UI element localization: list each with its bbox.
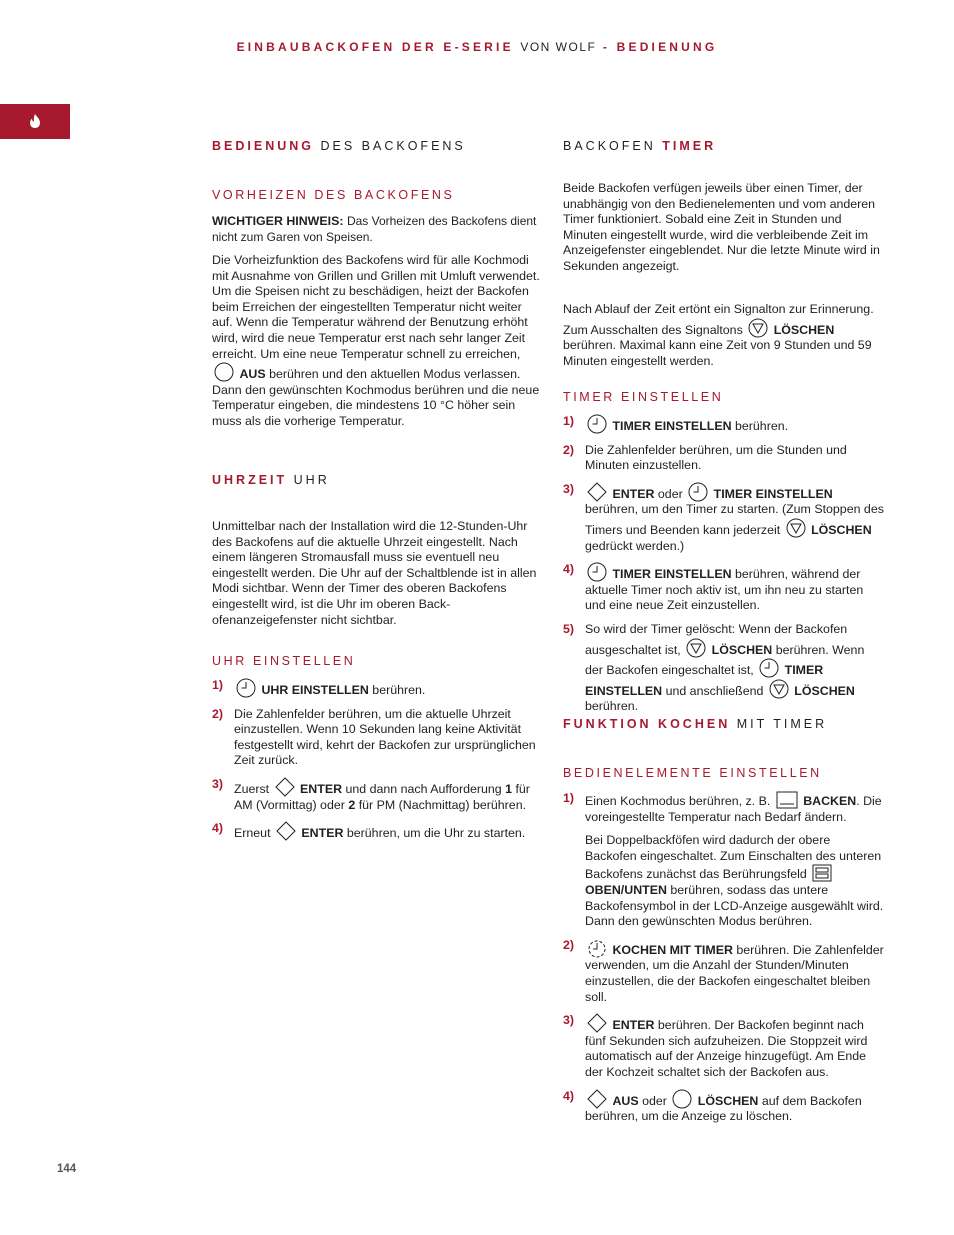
section-title-timer: BACKOFEN TIMER — [563, 139, 717, 153]
clock-icon — [587, 414, 607, 434]
timer-paragraph-1: Beide Backofen verfügen jeweils über einen Timer, der unabhängig von den Bedienelementen und vom anderen Timer funktioniert. Sobald eine Zeit in Stunden und Minuten eingestellt wurde, wird die verbleibende Zeit im Anzeigefenster eingeblendet. Nur die letzte Minute wird in Sekunden angezeigt. — [563, 181, 880, 273]
triangle-down-icon — [769, 679, 789, 699]
section-tab — [0, 104, 70, 139]
uhr-steps — [212, 678, 540, 850]
circle-icon — [214, 362, 234, 382]
subtitle-timer-einstellen: TIMER EINSTELLEN — [563, 390, 724, 404]
diamond-icon — [587, 1089, 607, 1109]
subtitle-vorheizen: VORHEIZEN DES BACKOFENS — [212, 188, 455, 202]
subtitle-uhr-einstellen: UHR EINSTELLEN — [212, 654, 356, 668]
list-item: 3) ENTER berühren. Der Backofen beginnt nach fünf Sekunden sich aufzuheizen. Die Stoppzeit wird automatisch auf der Anzeige hinzugefügt. Am Ende der Kochzeit schaltet sich der Backofen aus. — [563, 1013, 868, 1079]
kochen-steps — [563, 791, 885, 1133]
section-title-funktion-kochen: FUNKTION KOCHEN MIT TIMER — [563, 717, 828, 731]
timer-paragraph-2: Nach Ablauf der Zeit ertönt ein Signalton zur Erinnerung. Zum Ausschalten des Signaltons LÖSCHEN berühren. Maximal kann eine Zeit von 9 Stunden und 59 Minuten eingestellt werden. — [563, 302, 874, 368]
uhr-paragraph: Unmittelbar nach der Installation wird die 12-Stunden-Uhr des Backofens auf die aktuelle Uhrzeit eingestellt. Nach einem längeren Stromausfall muss sie eventuell neu eingestellt werden. Die Uhr auf der Schaltblende ist in allen Modi sichtbar. Wenn der Timer des oberen Backofens eingestellt wird, ist die Uhr im oberen Backofenanzeigefenster nicht sichtbar. — [212, 519, 537, 627]
clock-icon — [688, 482, 708, 502]
list-item: 5) So wird der Timer gelöscht: Wenn der Backofen ausgeschaltet ist, LÖSCHEN berühren. Wenn der Backofen eingeschaltet ist, TIMER EINSTELLEN und anschließend LÖSCHEN berühren. — [563, 621, 865, 714]
rect-icon — [776, 791, 798, 809]
triangle-down-icon — [686, 638, 706, 658]
section-title-uhrzeit: UHRZEIT UHR — [212, 473, 330, 487]
diamond-icon — [587, 1013, 607, 1033]
hinweis-paragraph: WICHTIGER HINWEIS: Das Vorheizen des Backofens dient nicht zum Garen von Speisen. — [212, 214, 537, 244]
list-item: 1) TIMER EINSTELLEN berühren. — [563, 414, 789, 433]
double-rect-icon — [812, 864, 832, 882]
diamond-icon — [276, 821, 296, 841]
page-header: EINBAUBACKOFEN DER E-SERIE VON WOLF - BEDIENUNG — [236, 40, 718, 54]
list-item: 1) Einen Kochmodus berühren, z. B. BACKEN. Die voreingestellte Temperatur nach Bedarf ändern. Bei Doppelbackföfen wird dadurch der obere Backofen eingeschaltet. Zum Einschalten des unteren Backofens zunächst das Berührungsfeld OBEN/UNTEN berühren, sodass das untere Backofensymbol in der LCD-Anzeige ausgewählt wird. Dann den gewünschten Modus berühren. — [563, 791, 884, 929]
page-number: 144 — [57, 1163, 77, 1175]
list-item: 4) AUS oder LÖSCHEN auf dem Backofen berühren, um die Anzeige zu löschen. — [563, 1088, 862, 1124]
clock-plus-icon — [587, 938, 607, 958]
list-item: 4) Erneut ENTER berühren, um die Uhr zu starten. — [212, 821, 526, 841]
diamond-icon — [275, 777, 295, 797]
vorheiz-paragraph: Die Vorheizfunktion des Backofens wird für alle Kochmodi mit Ausnahme von Grillen und Grillen mit Umluft verwendet. Um die Speisen nicht zu beschädigen, heizt der Backofen beim Erreichen der eingestellten Temperatur nicht weiter auf. Wenn die Temperatur während der Benutzung erhöht wird, wird die neue Temperatur erst nach sehr langer Zeit erreicht. Um eine neue Temperatur schnell zu erreichen, AUS berühren und den aktuellen Modus verlassen. Dann den gewünschten Kochmodus berühren und die neue Temperatur eingeben, die mindestens 10 °C höher sein muss als die vorherige Temperatur. — [212, 253, 540, 428]
triangle-down-icon — [786, 518, 806, 538]
list-item-continuation: Bei Doppelbackföfen wird dadurch der obere Backofen eingeschaltet. Zum Einschalten des unteren Backofens zunächst das Berührungsfeld OBEN/UNTEN berühren, sodass das untere Backofensymbol in der LCD-Anzeige ausgewählt wird. Dann den gewünschten Modus berühren. — [585, 833, 884, 929]
list-item: 3) Zuerst ENTER und dann nach Aufforderung 1 für AM (Vormittag) oder 2 für PM (Nachmittag) berühren. — [212, 776, 530, 812]
section-title-bedienung: BEDIENUNG DES BACKOFENS — [212, 139, 466, 153]
triangle-down-icon — [748, 318, 768, 338]
circle-icon — [672, 1089, 692, 1109]
list-item: 2) KOCHEN MIT TIMER berühren. Die Zahlenfelder verwenden, um die Anzahl der Stunden/Minuten einzustellen, die der Backofen eingeschaltet bleiben soll. — [563, 937, 884, 1004]
clock-icon — [236, 678, 256, 698]
timer-steps — [563, 414, 885, 723]
flame-icon — [28, 113, 42, 129]
list-item: 2) Die Zahlenfelder berühren, um die Stunden und Minuten einzustellen. — [563, 442, 847, 473]
clock-icon — [759, 658, 779, 678]
list-item: 4) TIMER EINSTELLEN berühren, während der aktuelle Timer noch aktiv ist, um ihn neu zu starten und eine neue Zeit einzustellen. — [563, 562, 864, 613]
list-item: 2) Die Zahlenfelder berühren, um die aktuelle Uhrzeit einzustellen. Wenn 10 Sekunden lang keine Aktivität festgestellt wird, kehrt der Backofen zur ursprünglichen Zeit zurück. — [212, 706, 536, 768]
list-item: 1) UHR EINSTELLEN berühren. — [212, 678, 426, 697]
clock-icon — [587, 562, 607, 582]
list-item: 3) ENTER oder TIMER EINSTELLEN berühren, um den Timer zu starten. (Zum Stoppen des Timers und Beenden kann jederzeit LÖSCHEN gedrückt werden.) — [563, 481, 884, 553]
subtitle-bedienelemente: BEDIENELEMENTE EINSTELLEN — [563, 766, 822, 780]
diamond-icon — [587, 482, 607, 502]
